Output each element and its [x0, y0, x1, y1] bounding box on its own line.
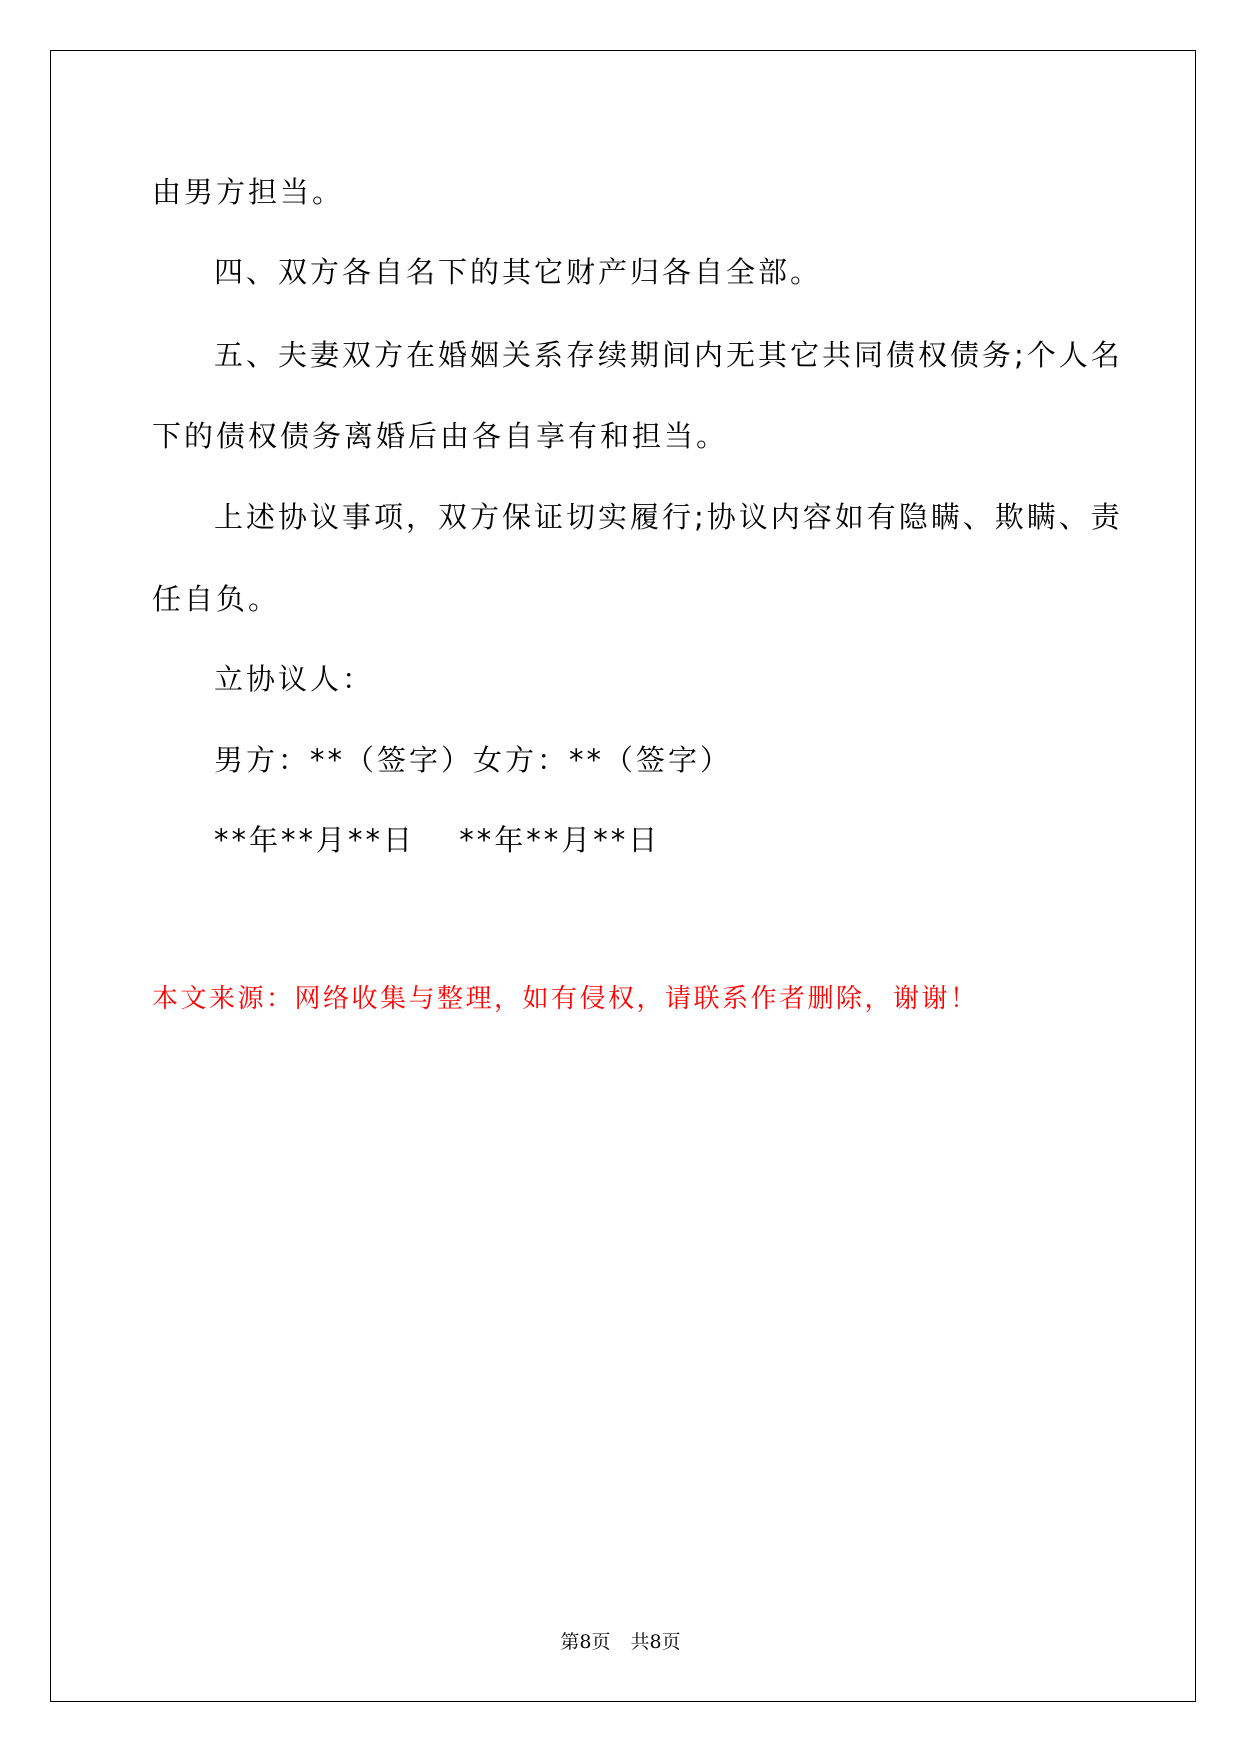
- body-paragraph-agreement-continued: 任自负。: [152, 582, 281, 616]
- body-paragraph-agreement: 上述协议事项，双方保证切实履行;协议内容如有隐瞒、欺瞒、责: [214, 500, 1123, 534]
- signature-line: 男方：**（签字）女方：**（签字）: [214, 743, 733, 777]
- page-footer: [0, 1633, 1241, 1652]
- body-line-1: 由男方担当。: [152, 175, 345, 209]
- body-paragraph-5: 五、夫妻双方在婚姻关系存续期间内无其它共同债权债务;个人名: [214, 338, 1123, 372]
- page-border: [50, 50, 1196, 1702]
- date-line: **年**月**日 **年**月**日: [214, 823, 661, 857]
- total-pages-label: 共8页: [630, 1631, 681, 1653]
- source-disclaimer: 本文来源：网络收集与整理，如有侵权，请联系作者删除，谢谢！: [152, 984, 979, 1014]
- body-paragraph-5-continued: 下的债权债务离婚后由各自享有和担当。: [152, 419, 729, 453]
- current-page-label: 第8页: [560, 1631, 611, 1653]
- body-paragraph-4: 四、双方各自名下的其它财产归各自全部。: [214, 255, 823, 289]
- signatory-heading: 立协议人：: [214, 662, 375, 696]
